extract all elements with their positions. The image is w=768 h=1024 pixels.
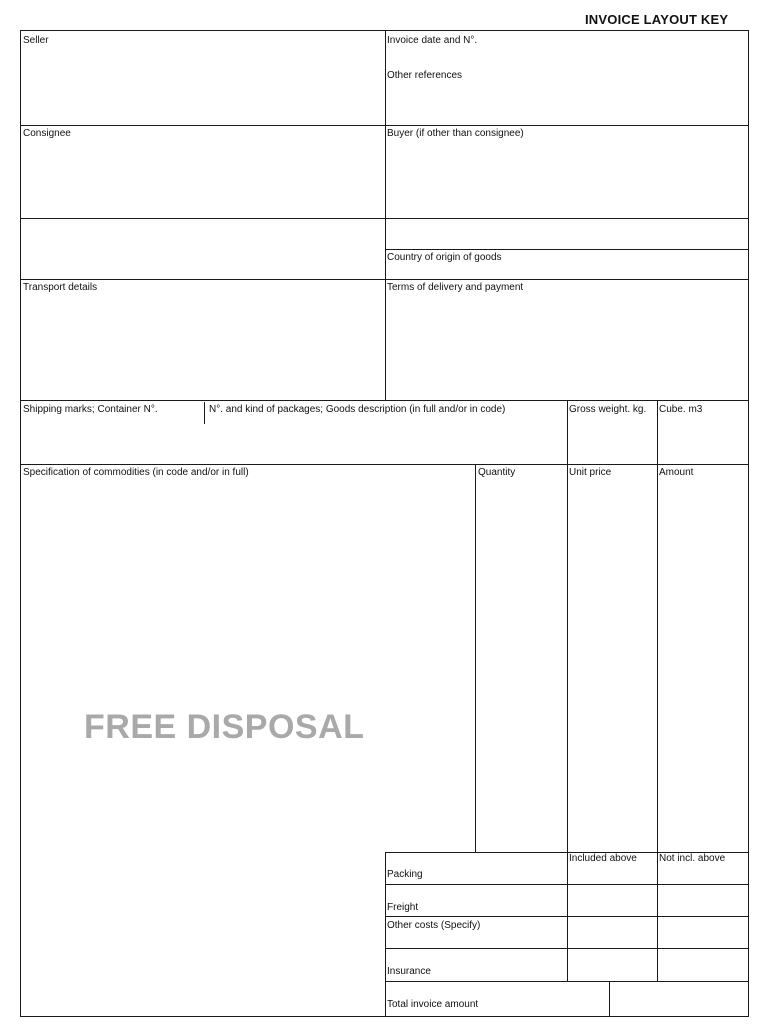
seller-label: Seller [23, 35, 49, 46]
terms-label: Terms of delivery and payment [387, 282, 524, 293]
total-amount-field[interactable] [610, 982, 748, 1015]
document-title: INVOICE LAYOUT KEY [585, 12, 729, 27]
quantity-field[interactable] [476, 482, 566, 851]
notify-field[interactable] [21, 219, 384, 278]
seller-field[interactable] [21, 50, 384, 124]
specification-label: Specification of commodities (in code and/or in full) [23, 467, 249, 478]
specification-field[interactable] [21, 482, 474, 1012]
origin-extra-field[interactable] [386, 219, 748, 248]
terms-field[interactable] [386, 296, 748, 399]
unit-price-label: Unit price [569, 467, 612, 478]
consignee-field[interactable] [21, 142, 384, 217]
unit-price-field[interactable] [568, 482, 656, 851]
invoice-date-field[interactable] [386, 50, 748, 68]
shipping-marks-label: Shipping marks; Container N°. [23, 404, 158, 415]
gross-weight-label: Gross weight. kg. [569, 404, 647, 415]
cube-label: Cube. m3 [659, 404, 703, 415]
consignee-label: Consignee [23, 128, 71, 139]
other-references-label: Other references [387, 70, 463, 81]
packing-label: Packing [387, 869, 423, 880]
included-above-label: Included above [569, 853, 637, 864]
country-of-origin-label: Country of origin of goods [387, 252, 502, 263]
total-invoice-amount-label: Total invoice amount [387, 999, 479, 1010]
buyer-field[interactable] [386, 142, 748, 217]
invoice-date-label: Invoice date and N°. [387, 35, 478, 46]
buyer-label: Buyer (if other than consignee) [387, 128, 524, 139]
freight-label: Freight [387, 902, 419, 913]
other-costs-label: Other costs (Specify) [387, 920, 481, 931]
amount-field[interactable] [658, 482, 748, 851]
other-references-field[interactable] [386, 84, 748, 124]
insurance-label: Insurance [387, 966, 431, 977]
packages-description-label: N°. and kind of packages; Goods description (in full and/or in code) [209, 404, 506, 415]
transport-details-field[interactable] [21, 296, 384, 399]
transport-details-label: Transport details [23, 282, 98, 293]
quantity-label: Quantity [478, 467, 516, 478]
not-included-above-label: Not incl. above [659, 853, 726, 864]
amount-label: Amount [659, 467, 694, 478]
watermark-text: FREE DISPOSAL [84, 708, 365, 746]
